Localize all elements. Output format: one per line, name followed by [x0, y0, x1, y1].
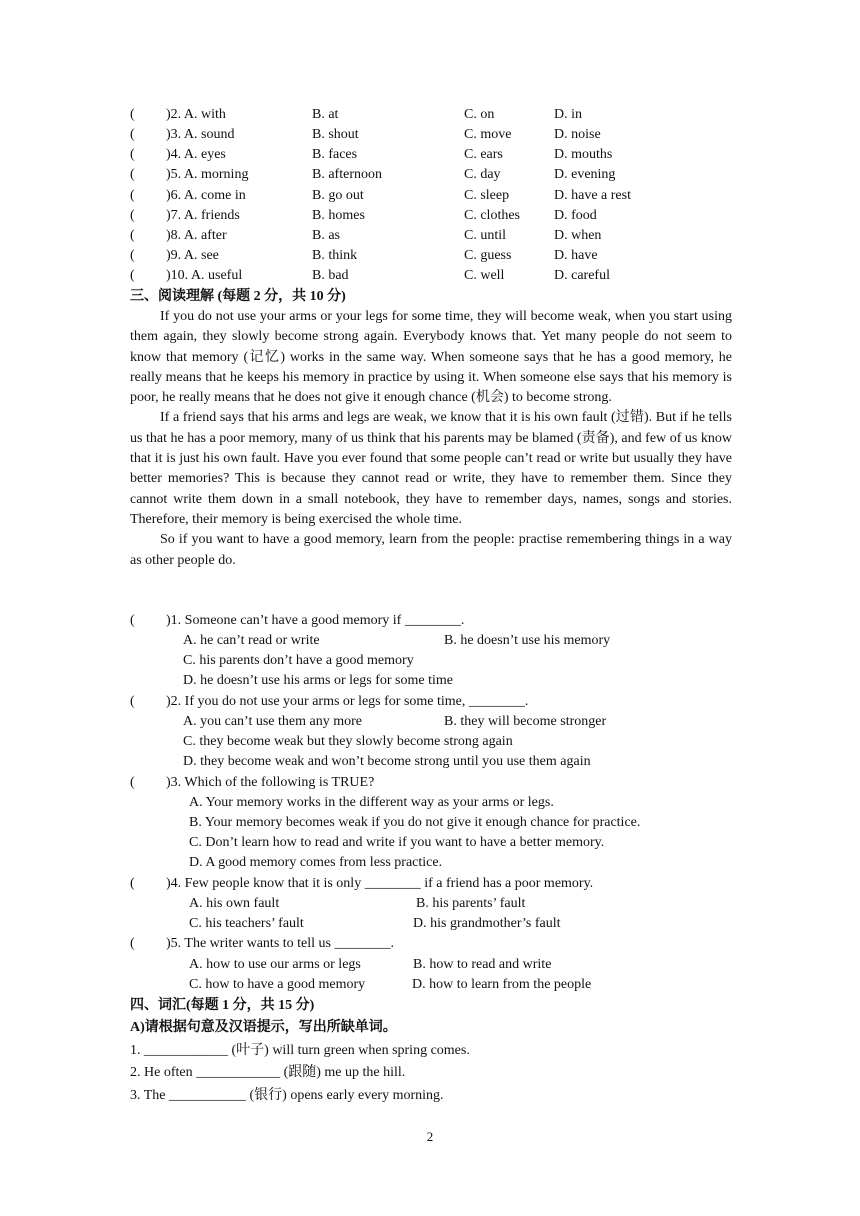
option-b: B. afternoon: [312, 167, 382, 182]
option-c: C. they become weak but they slowly become strong again: [183, 734, 513, 749]
option-d: D. A good memory comes from less practice.: [189, 855, 443, 870]
question-stem: )5. The writer wants to tell us ________.: [166, 936, 394, 951]
option-d: D. careful: [554, 268, 610, 283]
option-a: )8. A. after: [166, 228, 227, 243]
option-a: )6. A. come in: [166, 188, 246, 203]
vocab-item: 2. He often ____________ (跟随) me up the hill.: [130, 1065, 406, 1080]
option-b: B. he doesn’t use his memory: [444, 633, 611, 648]
section-heading: 三、阅读理解 (每题 2 分，共 10 分): [130, 289, 346, 304]
passage-paragraph: So if you want to have a good memory, learn from the people: practise remembering things in a way as other people do.: [130, 532, 732, 568]
option-c: C. guess: [464, 248, 512, 263]
answer-paren: (: [130, 208, 135, 223]
passage-paragraph: If you do not use your arms or your legs for some time, they will become weak, when you start using them again, they slowly become strong again. Everybody knows that. Yet many people do not seem to know that memory (记忆) works in the same way. When someone says that he has a good memory, he really means that he keeps his memory in practice by using it. When someone else says that his memory is poor, he really means that he does not give it enough chance (机会) to become strong.: [130, 309, 732, 406]
option-c: C. move: [464, 127, 512, 142]
option-b: B. homes: [312, 208, 365, 223]
answer-paren: (: [130, 248, 135, 263]
option-c: C. on: [464, 107, 495, 122]
answer-paren: (: [130, 127, 135, 142]
option-d: D. how to learn from the people: [412, 977, 592, 992]
answer-paren: (: [130, 228, 135, 243]
option-b: B. his parents’ fault: [416, 896, 526, 911]
vocab-item: 3. The ___________ (银行) opens early every morning.: [130, 1088, 444, 1103]
answer-paren: (: [130, 188, 135, 203]
option-d: D. they become weak and won’t become strong until you use them again: [183, 754, 591, 769]
option-a: A. Your memory works in the different way as your arms or legs.: [189, 795, 554, 810]
answer-paren: (: [130, 613, 135, 628]
option-a: A. you can’t use them any more: [183, 714, 362, 729]
option-d: D. evening: [554, 167, 616, 182]
option-c: C. ears: [464, 147, 503, 162]
answer-paren: (: [130, 876, 135, 891]
option-c: C. how to have a good memory: [189, 977, 366, 992]
question-stem: )2. If you do not use your arms or legs for some time, ________.: [166, 694, 529, 709]
option-a: A. he can’t read or write: [183, 633, 320, 648]
option-a: A. how to use our arms or legs: [189, 957, 361, 972]
option-b: B. at: [312, 107, 339, 122]
option-b: B. think: [312, 248, 358, 263]
answer-paren: (: [130, 268, 135, 283]
option-c: C. clothes: [464, 208, 520, 223]
option-d: D. have: [554, 248, 598, 263]
cloze-row: [130, 226, 732, 246]
option-b: B. as: [312, 228, 340, 243]
cloze-row: [130, 186, 732, 206]
option-d: D. have a rest: [554, 188, 631, 203]
option-b: B. shout: [312, 127, 359, 142]
answer-paren: (: [130, 694, 135, 709]
option-a: )9. A. see: [166, 248, 219, 263]
option-c: C. until: [464, 228, 507, 243]
cloze-row: [130, 246, 732, 266]
option-d: D. food: [554, 208, 597, 223]
option-c: C. day: [464, 167, 501, 182]
option-a: )7. A. friends: [166, 208, 240, 223]
option-b: B. go out: [312, 188, 364, 203]
option-b: B. faces: [312, 147, 358, 162]
option-c: C. well: [464, 268, 505, 283]
answer-paren: (: [130, 107, 135, 122]
section-heading: 四、词汇(每题 1 分，共 15 分): [130, 998, 315, 1013]
option-d: D. when: [554, 228, 602, 243]
option-c: C. his teachers’ fault: [189, 916, 304, 931]
question-stem: )1. Someone can’t have a good memory if ________.: [166, 613, 465, 628]
passage-paragraph: If a friend says that his arms and legs are weak, we know that it is his own fault (过错). But if he tells us that he has a poor memory, many of us think that his parents may be blamed (责备), and few of us know that it is just his own fault. Have you ever found that some people can’t read or write but usually they have better memories? This is because they cannot read or write, they have to remember them. Since they cannot write them down in a small notebook, they have to remember days, names, songs and stories. Therefore, their memory is being exercised the whole time.: [130, 410, 732, 527]
option-a: )10. A. useful: [166, 268, 243, 283]
answer-paren: (: [130, 775, 135, 790]
option-d: D. noise: [554, 127, 601, 142]
option-a: )4. A. eyes: [166, 147, 226, 162]
option-b: B. bad: [312, 268, 349, 283]
cloze-row: [130, 165, 732, 185]
option-d: D. in: [554, 107, 582, 122]
answer-paren: (: [130, 936, 135, 951]
vocab-item: 1. ____________ (叶子) will turn green when spring comes.: [130, 1043, 470, 1058]
option-d: D. his grandmother’s fault: [413, 916, 561, 931]
option-d: D. he doesn’t use his arms or legs for some time: [183, 673, 453, 688]
option-d: D. mouths: [554, 147, 613, 162]
cloze-row: [130, 105, 732, 125]
option-c: C. sleep: [464, 188, 510, 203]
option-a: A. his own fault: [189, 896, 280, 911]
page-number: 2: [426, 1129, 434, 1144]
cloze-row: [130, 145, 732, 165]
option-b: B. Your memory becomes weak if you do not give it enough chance for practice.: [189, 815, 641, 830]
question-stem: )4. Few people know that it is only ________ if a friend has a poor memory.: [166, 876, 594, 891]
option-c: C. his parents don’t have a good memory: [183, 653, 414, 668]
question-stem: )3. Which of the following is TRUE?: [166, 775, 375, 790]
cloze-row: [130, 206, 732, 226]
answer-paren: (: [130, 147, 135, 162]
answer-paren: (: [130, 167, 135, 182]
cloze-row: [130, 266, 732, 286]
option-a: )5. A. morning: [166, 167, 249, 182]
option-b: B. they will become stronger: [444, 714, 607, 729]
option-b: B. how to read and write: [413, 957, 552, 972]
cloze-row: [130, 125, 732, 145]
option-a: )2. A. with: [166, 107, 226, 122]
option-c: C. Don’t learn how to read and write if you want to have a better memory.: [189, 835, 605, 850]
sub-heading: A)请根据句意及汉语提示，写出所缺单词。: [130, 1020, 397, 1035]
option-a: )3. A. sound: [166, 127, 235, 142]
reading-passage: [130, 307, 732, 571]
